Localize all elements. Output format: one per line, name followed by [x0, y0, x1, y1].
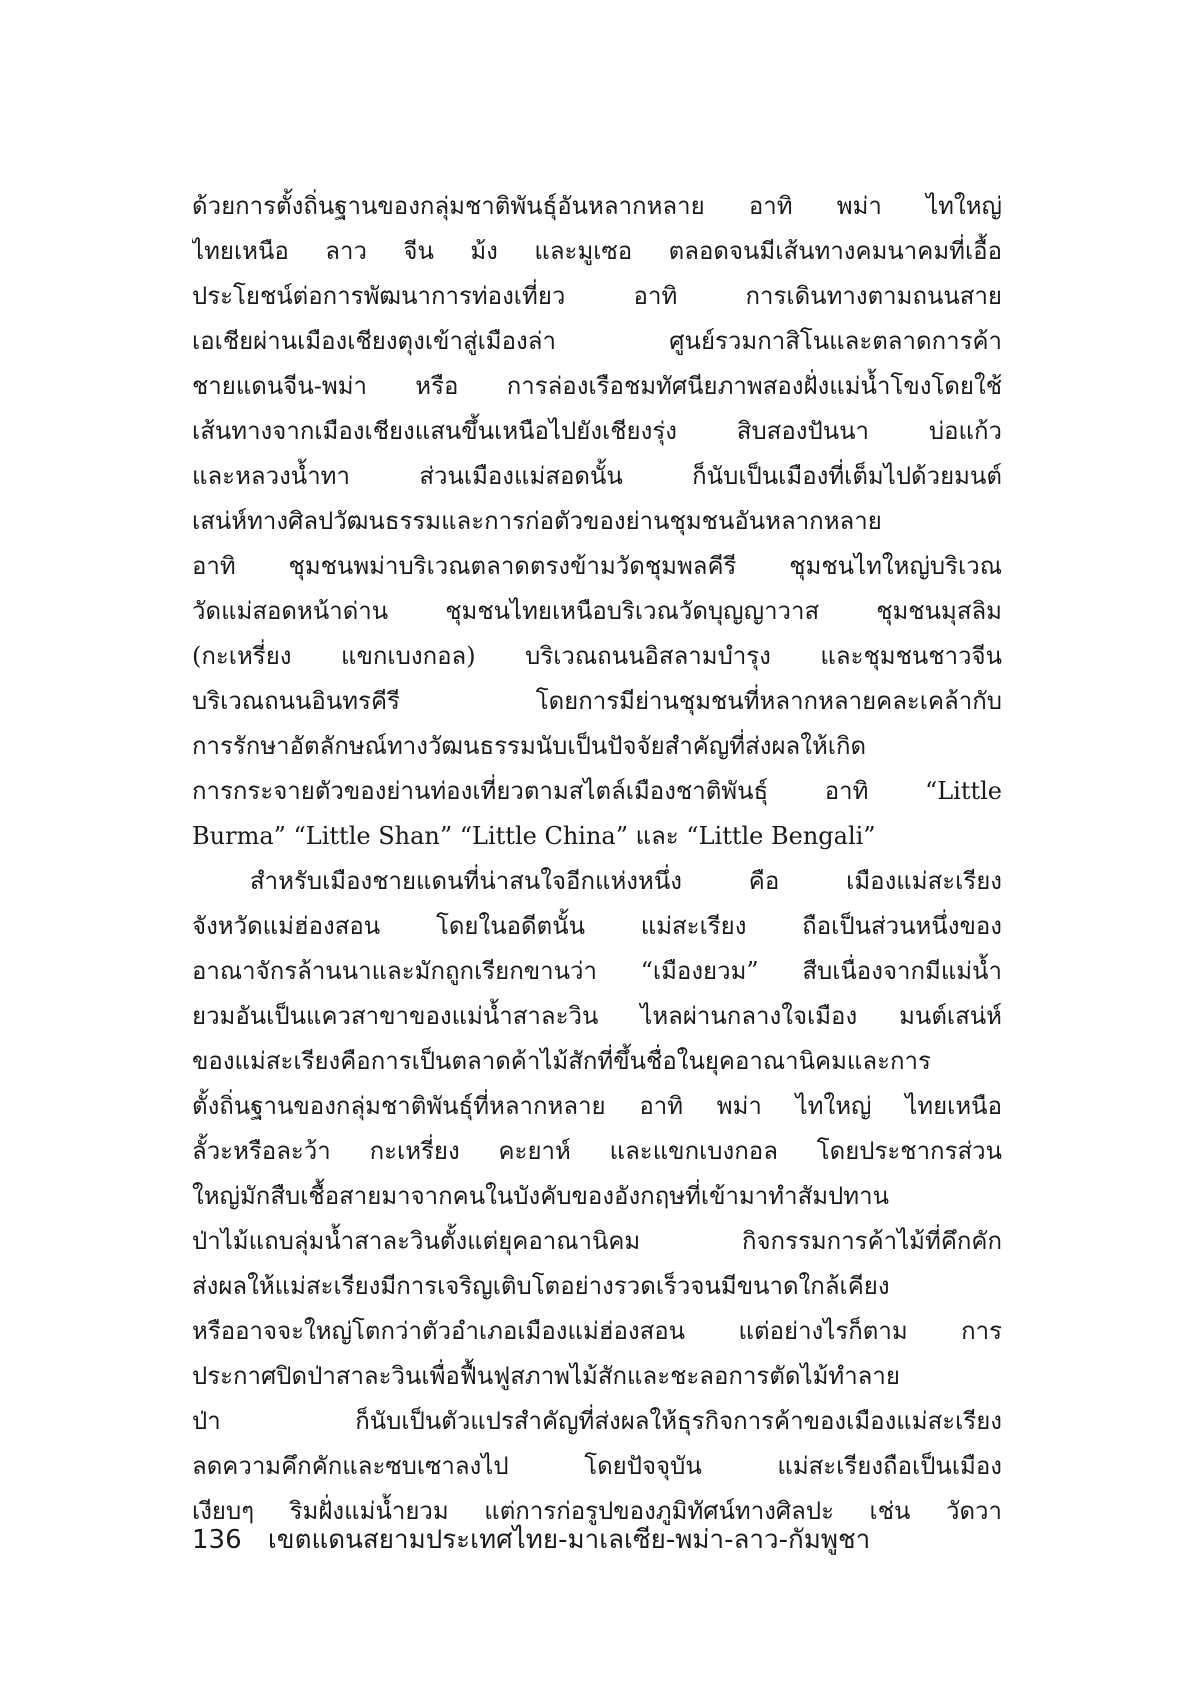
text-line: ยวมอันเป็นแควสาขาของแม่น้ำสาละวิน ไหลผ่านกลางใจเมือง มนต์เสน่ห์ [192, 1002, 1002, 1030]
text-line: ด้วยการตั้งถิ่นฐานของกลุ่มชาติพันธุ์อันหลากหลาย อาทิ พม่า ไทใหญ่ [192, 192, 1002, 220]
text-line: และหลวงน้ำทา ส่วนเมืองแม่สอดนั้น ก็นับเป็นเมืองที่เต็มไปด้วยมนต์ [192, 462, 1002, 490]
page-footer [192, 1520, 870, 1560]
text-line: ประกาศปิดป่าสาละวินเพื่อฟื้นฟูสภาพไม้สักและชะลอการตัดไม้ทำลาย [192, 1362, 900, 1390]
text-line: ป่า ก็นับเป็นตัวแปรสำคัญที่ส่งผลให้ธุรกิจการค้าของเมืองแม่สะเรียง [192, 1407, 1002, 1435]
body-text [192, 184, 1002, 1534]
text-line: อาทิ ชุมชนพม่าบริเวณตลาดตรงข้ามวัดชุมพลคีรี ชุมชนไทใหญ่บริเวณ [192, 552, 1002, 580]
text-line: สำหรับเมืองชายแดนที่น่าสนใจอีกแห่งหนึ่ง คือ เมืองแม่สะเรียง [250, 867, 1002, 895]
text-line: Burma” “Little Shan” “Little China” และ “Little Bengali” [192, 822, 876, 850]
text-line: การกระจายตัวของย่านท่องเที่ยวตามสไตล์เมืองชาติพันธุ์ อาทิ “Little [192, 777, 1002, 805]
text-line: บริเวณถนนอินทรคีรี โดยการมีย่านชุมชนที่หลากหลายคละเคล้ากับ [192, 687, 1002, 715]
page-number: 136 [192, 1525, 242, 1555]
text-line: ลดความคึกคักและซบเซาลงไป โดยปัจจุบัน แม่สะเรียงถือเป็นเมือง [192, 1452, 1002, 1480]
text-line: ส่งผลให้แม่สะเรียงมีการเจริญเติบโตอย่างรวดเร็วจนมีขนาดใกล้เคียง [192, 1272, 890, 1300]
text-line: วัดแม่สอดหน้าด่าน ชุมชนไทยเหนือบริเวณวัดบุญญาวาส ชุมชนมุสลิม [192, 597, 1002, 625]
text-line: ของแม่สะเรียงคือการเป็นตลาดค้าไม้สักที่ขึ้นชื่อในยุคอาณานิคมและการ [192, 1047, 931, 1075]
text-line: หรืออาจจะใหญ่โตกว่าตัวอำเภอเมืองแม่ฮ่องสอน แต่อย่างไรก็ตาม การ [192, 1317, 1002, 1345]
text-line: ไทยเหนือ ลาว จีน ม้ง และมูเซอ ตลอดจนมีเส้นทางคมนาคมที่เอื้อ [192, 237, 1002, 265]
text-line: จังหวัดแม่ฮ่องสอน โดยในอดีตนั้น แม่สะเรียง ถือเป็นส่วนหนึ่งของ [192, 912, 1002, 940]
text-line: ป่าไม้แถบลุ่มน้ำสาละวินตั้งแต่ยุคอาณานิคม กิจกรรมการค้าไม้ที่คึกคัก [192, 1227, 1002, 1255]
text-line: อาณาจักรล้านนาและมักถูกเรียกขานว่า “เมืองยวม” สืบเนื่องจากมีแม่น้ำ [192, 957, 1002, 985]
text-line: ลั้วะหรือละว้า กะเหรี่ยง คะยาห์ และแขกเบงกอล โดยประชากรส่วน [192, 1137, 1002, 1165]
text-line: เส้นทางจากเมืองเชียงแสนขึ้นเหนือไปยังเชียงรุ่ง สิบสองปันนา บ่อแก้ว [192, 417, 1002, 445]
text-line: เงียบๆ ริมฝั่งแม่น้ำยวม แต่การก่อรูปของภูมิทัศน์ทางศิลปะ เช่น วัดวา [192, 1497, 1002, 1525]
text-line: ใหญ่มักสืบเชื้อสายมาจากคนในบังคับของอังกฤษที่เข้ามาทำสัมปทาน [192, 1182, 889, 1210]
text-line: ประโยชน์ต่อการพัฒนาการท่องเที่ยว อาทิ การเดินทางตามถนนสาย [192, 282, 1002, 310]
text-line: เสน่ห์ทางศิลปวัฒนธรรมและการก่อตัวของย่านชุมชนอันหลากหลาย [192, 507, 882, 535]
text-line: เอเชียผ่านเมืองเชียงตุงเข้าสู่เมืองล่า ศูนย์รวมกาสิโนและตลาดการค้า [192, 327, 1002, 355]
text-line: ตั้งถิ่นฐานของกลุ่มชาติพันธุ์ที่หลากหลาย อาทิ พม่า ไทใหญ่ ไทยเหนือ [192, 1092, 1002, 1120]
text-line: การรักษาอัตลักษณ์ทางวัฒนธรรมนับเป็นปัจจัยสำคัญที่ส่งผลให้เกิด [192, 732, 867, 760]
text-line: ชายแดนจีน-พม่า หรือ การล่องเรือชมทัศนียภาพสองฝั่งแม่น้ำโขงโดยใช้ [192, 372, 1002, 400]
book-title: เขตแดนสยามประเทศไทย-มาเลเซีย-พม่า-ลาว-กัมพูชา [267, 1525, 871, 1555]
text-line: (กะเหรี่ยง แขกเบงกอล) บริเวณถนนอิสลามบำรุง และชุมชนชาวจีน [192, 642, 1002, 670]
